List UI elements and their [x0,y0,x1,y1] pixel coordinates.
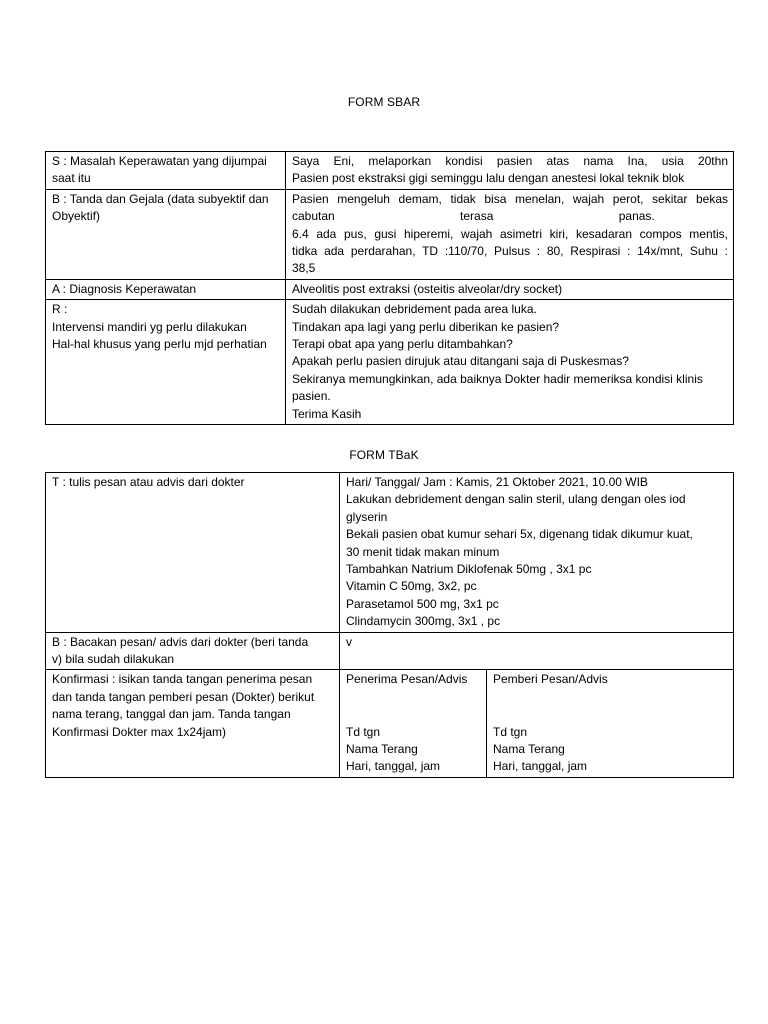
sbar-a-label: A : Diagnosis Keperawatan [46,279,286,299]
sbar-b-label-line: B : Tanda dan Gejala (data subyektif dan [52,191,269,206]
tbak-t-content-line: Vitamin C 50mg, 3x2, pc [346,579,477,594]
tbak-t-content-line: Hari/ Tanggal/ Jam : Kamis, 21 Oktober 2021, 10.00 WIB [346,475,648,489]
sbar-b-label-line: Obyektif) [52,209,101,224]
tbak-title: FORM TBaK [349,448,419,462]
tbak-t-content-line: 30 menit tidak makan minum [346,544,500,559]
tbak-k-label-line: Konfirmasi : isikan tanda tangan penerima pesan [52,672,313,687]
tbak-row-t [46,473,734,633]
sbar-b-content-line: Pasien mengeluh demam, tidak bisa menelan, wajah perot, sekitar bekas [292,191,728,206]
sbar-r-content-line: Sekiranya memungkinkan, ada baiknya Dokter hadir memeriksa kondisi klinis [292,371,703,386]
pemberi-cell [487,670,734,777]
sbar-row-r [46,300,734,425]
sbar-r-label-line: R : [52,302,68,317]
pemberi-signature-space [493,706,728,723]
sbar-s-content-line: Pasien post ekstraksi gigi seminggu lalu dengan anestesi lokal teknik blok [292,171,685,186]
sbar-row-s [46,152,734,190]
penerima-nama: Nama Terang [346,742,418,757]
sbar-r-content-line: Terapi obat apa yang perlu ditambahkan? [292,337,513,352]
sbar-s-label-line: S : Masalah Keperawatan yang dijumpai [52,154,267,168]
sbar-s-content [286,152,734,190]
tbak-k-label-line: nama terang, tanggal dan jam. Tanda tangan [52,707,291,722]
tbak-table [45,472,734,778]
sbar-row-b [46,189,734,279]
pemberi-heading: Pemberi Pesan/Advis [493,672,608,687]
sbar-r-label-line: Intervensi mandiri yg perlu dilakukan [52,319,247,334]
sbar-b-content-line: tidka ada perdarahan, TD :110/70, Pulsus : 80, Respirasi : 14x/mnt, Suhu : [292,244,728,259]
tbak-t-content-line: Clindamycin 300mg, 3x1 , pc [346,614,501,629]
tbak-t-content-line: Tambahkan Natrium Diklofenak 50mg , 3x1 pc [346,562,592,577]
penerima-hari: Hari, tanggal, jam [346,759,441,774]
tbak-row-konfirmasi [46,670,734,777]
tbak-t-content-line: Lakukan debridement dengan salin steril, ulang dengan oles iod [346,492,686,507]
tbak-row-b [46,632,734,670]
sbar-s-label [46,152,286,190]
pemberi-ttd: Td tgn [493,724,528,739]
sbar-b-content [286,189,734,279]
sbar-table [45,151,734,425]
tbak-t-label: T : tulis pesan atau advis dari dokter [46,473,340,633]
tbak-t-content-line: glyserin [346,509,388,524]
tbak-b-label-line: B : Bacakan pesan/ advis dari dokter (beri tanda [52,634,309,649]
tbak-t-content [340,473,734,633]
penerima-signature-space [346,689,481,706]
pemberi-signature-space [493,689,728,706]
tbak-t-content-line: Parasetamol 500 mg, 3x1 pc [346,596,499,611]
tbak-k-label-line: Konfirmasi Dokter max 1x24jam) [52,724,227,739]
tbak-b-label [46,632,340,670]
sbar-r-label [46,300,286,425]
tbak-t-content-line: Bekali pasien obat kumur sehari 5x, digenang tidak dikumur kuat, [346,527,693,542]
sbar-r-content-line: Apakah perlu pasien dirujuk atau ditangani saja di Puskesmas? [292,354,629,369]
sbar-r-content-line: Terima Kasih [292,406,362,421]
sbar-b-content-line: 6.4 ada pus, gusi hiperemi, wajah asimetri kiri, kesadaran compos mentis, [292,226,728,241]
sbar-b-content-line: 38,5 [292,261,316,276]
sbar-r-content-line: Sudah dilakukan debridement pada area luka. [292,302,537,317]
tbak-k-label-line: dan tanda tangan pemberi pesan (Dokter) berikut [52,689,315,704]
sbar-r-content-line: pasien. [292,389,331,404]
sbar-s-content-line: Saya Eni, melaporkan kondisi pasien atas nama Ina, usia 20thn [292,154,728,168]
sbar-row-a [46,279,734,299]
sbar-b-content-line: cabutan terasa panas. [292,209,655,224]
penerima-ttd: Td tgn [346,724,381,739]
penerima-cell [340,670,487,777]
penerima-signature-space [346,706,481,723]
sbar-r-content [286,300,734,425]
tbak-k-label [46,670,340,777]
sbar-r-content-line: Tindakan apa lagi yang perlu diberikan ke pasien? [292,319,560,334]
pemberi-nama: Nama Terang [493,742,565,757]
tbak-b-checkmark: v [340,632,734,670]
pemberi-hari: Hari, tanggal, jam [493,759,588,774]
penerima-heading: Penerima Pesan/Advis [346,672,468,687]
sbar-s-label-line: saat itu [52,171,91,186]
tbak-b-label-line: v) bila sudah dilakukan [52,652,175,667]
sbar-title: FORM SBAR [347,95,421,109]
sbar-r-label-line: Hal-hal khusus yang perlu mjd perhatian [52,337,267,352]
sbar-a-content: Alveolitis post extraksi (osteitis alveolar/dry socket) [286,279,734,299]
sbar-b-label [46,189,286,279]
